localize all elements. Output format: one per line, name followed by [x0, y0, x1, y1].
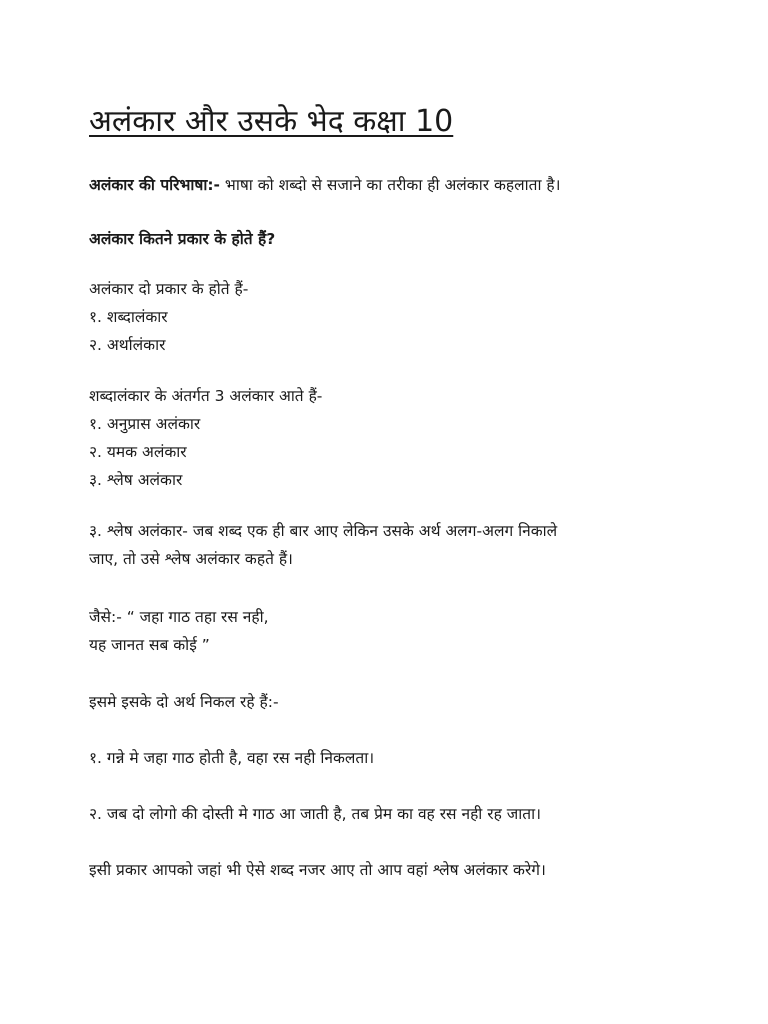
shabda-item-2: २. यमक अलंकार — [89, 443, 187, 461]
meaning-item-2: २. जब दो लोगो की दोस्ती मे गाठ आ जाती है, तब प्रेम का वह रस नही रह जाता। — [89, 805, 541, 823]
shabda-intro: शब्दालंकार के अंतर्गत 3 अलंकार आते हैं- — [89, 387, 323, 405]
shlesh-definition-line-1: ३. श्लेष अलंकार- जब शब्द एक ही बार आए लेकिन उसके अर्थ अलग-अलग निकाले — [89, 522, 558, 540]
definition-label: अलंकार की परिभाषा:- — [89, 176, 220, 194]
definition-paragraph — [89, 173, 561, 197]
type-item-1: १. शब्दालंकार — [89, 308, 168, 326]
page-title: अलंकार और उसके भेद कक्षा 10 — [89, 104, 454, 139]
shlesh-definition-line-2: जाए, तो उसे श्लेष अलंकार कहते हैं। — [89, 550, 293, 568]
meaning-item-1: १. गन्ने मे जहा गाठ होती है, वहा रस नही निकलता। — [89, 749, 375, 767]
example-line-2: यह जानत सब कोई ” — [89, 636, 210, 654]
conclusion-paragraph: इसी प्रकार आपको जहां भी ऐसे शब्द नजर आए तो आप वहां श्लेष अलंकार करेगे। — [89, 861, 546, 879]
definition-text: भाषा को शब्दो से सजाने का तरीका ही अलंकार कहलाता है। — [220, 176, 561, 194]
type-item-2: २. अर्थालंकार — [89, 336, 166, 354]
meanings-intro: इसमे इसके दो अर्थ निकल रहे हैं:- — [89, 693, 279, 711]
example-line-1: जैसे:- “ जहा गाठ तहा रस नही, — [89, 608, 269, 626]
shabda-item-1: १. अनुप्रास अलंकार — [89, 415, 201, 433]
types-intro: अलंकार दो प्रकार के होते हैं- — [89, 280, 249, 298]
question-heading: अलंकार कितने प्रकार के होते हैं? — [89, 230, 276, 248]
shabda-item-3: ३. श्लेष अलंकार — [89, 471, 183, 489]
